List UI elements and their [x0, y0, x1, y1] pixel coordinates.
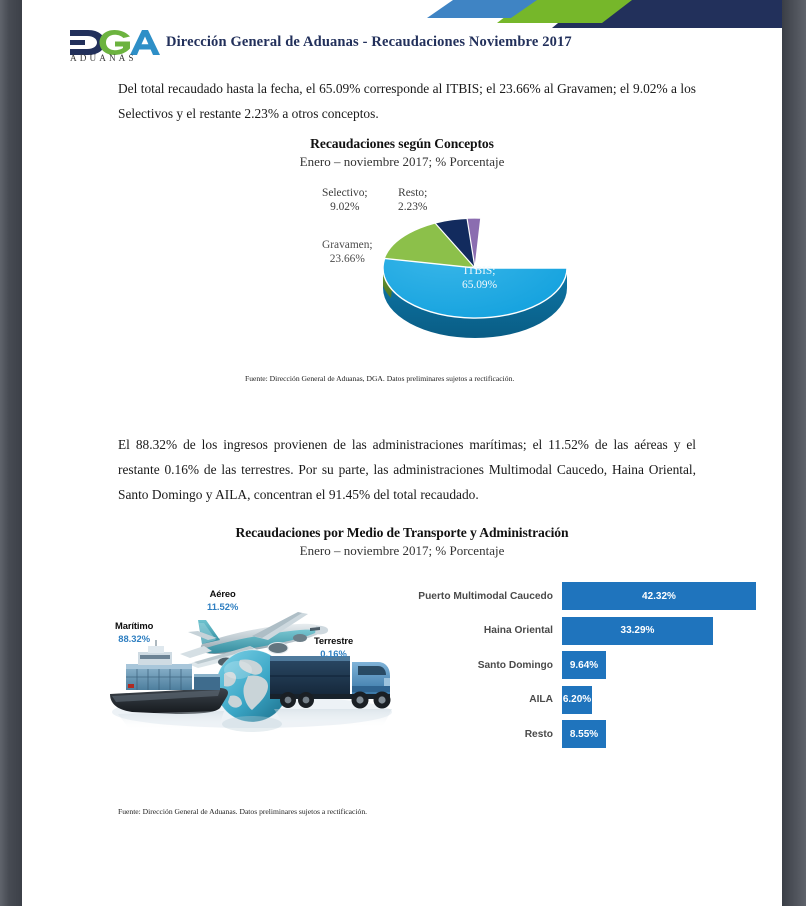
pie-slice-label-resto: Resto; 2.23% [398, 187, 428, 213]
bar-chart-title [22, 525, 782, 559]
bar-chart-row [432, 720, 772, 748]
bar-chart-title-main: Recaudaciones por Medio de Transporte y Administración [235, 525, 569, 540]
bar-track [562, 720, 772, 748]
bar-track [562, 582, 772, 610]
transport-label-terrestre-value: 0.16% [320, 648, 347, 659]
pie-slice-label-itbis: ITBIS; 65.09% [462, 265, 498, 291]
transport-label-maritimo-value: 88.32% [118, 633, 151, 644]
svg-text:ADUANAS: ADUANAS [70, 53, 137, 62]
transport-illustration [102, 578, 402, 763]
header-banner [22, 0, 782, 28]
bar-chart-row [418, 582, 772, 610]
transport-label-aereo-value: 11.52% [207, 601, 239, 612]
bar-chart-row [432, 651, 772, 679]
bar-fill[interactable] [562, 582, 756, 610]
document-page [22, 0, 782, 906]
bar-value-label: 9.64% [569, 659, 599, 671]
dga-logo [68, 26, 160, 62]
pie-chart-title [22, 136, 782, 170]
bar-track [562, 651, 772, 679]
bar-category-label: Santo Domingo [477, 659, 553, 671]
viewer-left-gutter [0, 0, 22, 906]
bar-category-label: Puerto Multimodal Caucedo [418, 590, 553, 602]
transport-label-maritimo [115, 619, 153, 645]
bar-track [562, 686, 772, 714]
viewer-right-scroll-gutter[interactable] [782, 0, 806, 906]
bar-category-label: Resto [524, 728, 553, 740]
bar-category-label: AILA [529, 694, 553, 705]
bar-track [562, 617, 772, 645]
bar-chart-subtitle: Enero – noviembre 2017; % Porcentaje [299, 543, 505, 558]
intro-paragraph-1: Del total recaudado hasta la fecha, el 65.09% corresponde al ITBIS; el 23.66% al Gravamen; el 9.02% a los Selectivos y el restante 2.23% a otros conceptos. [118, 81, 696, 121]
bar-fill[interactable] [562, 720, 606, 748]
page-title: Dirección General de Aduanas - Recaudaciones Noviembre 2017 [166, 34, 572, 50]
pie-chart-title-main: Recaudaciones según Conceptos [310, 136, 494, 151]
pie-chart-source-note: Fuente: Dirección General de Aduanas, DGA. Datos preliminares sujetos a rectificación. [245, 374, 515, 383]
pie-chart [267, 175, 597, 355]
transport-label-aereo-name: Aéreo [209, 588, 236, 599]
document-header [22, 26, 782, 66]
administration-bar-chart [418, 582, 772, 762]
bar-value-label: 6.20% [562, 694, 592, 705]
bar-chart-row [432, 617, 772, 645]
banner-navy-edge [737, 0, 782, 28]
truck-graphic [270, 656, 392, 728]
bar-chart-row [432, 686, 772, 714]
bar-value-label: 8.55% [569, 728, 599, 740]
pie-slice-label-selectivo: Selectivo; 9.02% [322, 187, 368, 213]
bar-chart-source-note: Fuente: Dirección General de Aduanas. Datos preliminares sujetos a rectificación. [118, 807, 368, 816]
bar-fill[interactable] [562, 686, 592, 714]
bar-fill[interactable] [562, 651, 606, 679]
bar-value-label: 42.32% [642, 590, 676, 602]
bar-category-label: Haina Oriental [483, 625, 553, 636]
bar-fill[interactable] [562, 617, 713, 645]
pie-slice-label-gravamen: Gravamen; 23.66% [322, 239, 373, 265]
intro-paragraph-2: El 88.32% de los ingresos provienen de las administraciones marítimas; el 11.52% de las aéreas y el restante 0.16% de las terrestres. Por su parte, las administraciones Multimodal Caucedo, Haina Oriental, Santo Domingo y AILA, concentran el 91.45% del total recaudado. [118, 437, 696, 502]
bar-value-label: 33.29% [620, 625, 655, 636]
transport-label-terrestre-name: Terrestre [314, 635, 354, 646]
transport-label-aereo [207, 587, 238, 613]
transport-label-maritimo-name: Marítimo [115, 620, 154, 631]
transport-label-terrestre [314, 634, 353, 660]
pie-chart-subtitle: Enero – noviembre 2017; % Porcentaje [299, 154, 505, 169]
